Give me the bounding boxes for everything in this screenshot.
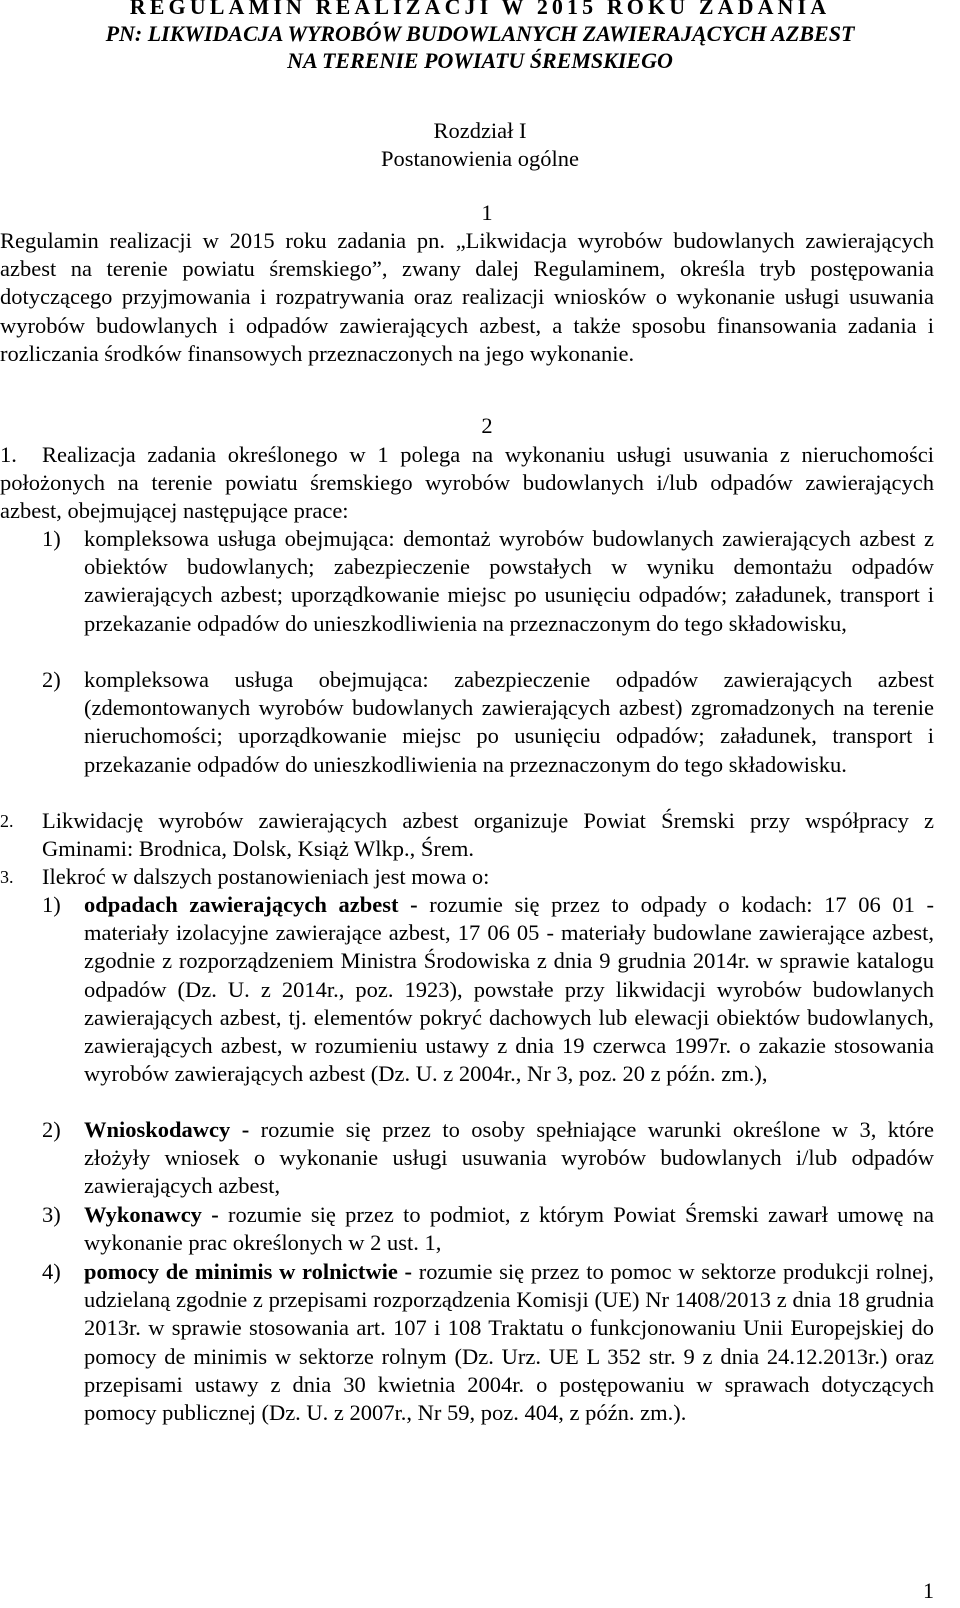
definition-body	[84, 1201, 934, 1257]
definition-dash: -	[230, 1117, 261, 1142]
definition-body	[84, 891, 934, 1088]
section-1-paragraph: Regulamin realizacji w 2015 roku zadania pn. „Likwidacja wyrobów budowlanych zawierających azbest na terenie powiatu śremskiego”, zwany dalej Regulaminem, określa tryb postępowania dotyczącego przyjmowania i rozpatrywania oraz realizacji wniosków o wykonanie usługi usuwania wyrobów budowlanych i odpadów zawierających azbest, a także sposobu finansowania zadania i rozliczania środków finansowych przeznaczonych na jego wykonanie.	[0, 228, 934, 366]
section-2-number: 2	[481, 413, 493, 438]
item-text: Realizacja zadania określonego w 1 polega na wykonaniu usługi usuwania z nieruchomości położonych na terenie powiatu śremskiego wyrobów budowlanych i/lub odpadów zawierających azbest, obejmującej następujące prace:	[0, 442, 934, 524]
document-title-line-1: REGULAMIN REALIZACJI W 2015 ROKU ZADANIA	[129, 0, 831, 19]
section-2-item-1-subitem-2	[42, 666, 934, 779]
chapter-number: Rozdział I	[433, 118, 527, 143]
definition-3	[42, 1201, 934, 1257]
definition-body	[84, 1258, 934, 1427]
definition-dash: -	[397, 1259, 419, 1284]
definition-text: rozumie się przez to odpady o kodach: 17 06 01 - materiały izolacyjne zawierające azbest, 17 06 05 - materiały budowlane zawierające azbest, zgodnie z rozporządzeniem Ministra Środowiska z dnia 9 grudnia 2014r. w sprawie katalogu odpadów (Dz. U. z 2014r., poz. 1923), powstałe przy likwidacji wyrobów budowlanych zawierających azbest, tj. elementów pokryć dachowych lub elewacji obiektów budowlanych, zawierających azbest, w rozumieniu ustawy z dnia 19 czerwca 1997r. o zakazie stosowania wyrobów zawierających azbest (Dz. U. z 2004r., Nr 3, poz. 20 z późn. zm.),	[84, 892, 934, 1087]
subitem-text: kompleksowa usługa obejmująca: demontaż wyrobów budowlanych zawierających azbest z obiektów budowlanych; zabezpieczenie powstałych w wyniku demontażu odpadów zawierających azbest; uporządkowanie miejsc po usunięciu odpadów; załadunek, transport i przekazanie odpadów do unieszkodliwienia na przeznaczonym do tego składowisku,	[84, 526, 934, 636]
definition-term: Wykonawcy	[84, 1202, 202, 1227]
definition-term: Wnioskodawcy	[84, 1117, 231, 1142]
definition-body	[84, 1116, 934, 1201]
item-text: Likwidację wyrobów zawierających azbest organizuje Powiat Śremski przy współpracy z Gminami: Brodnica, Dolsk, Książ Wlkp., Śrem.	[42, 808, 934, 862]
definition-2	[42, 1116, 934, 1201]
section-2-item-2	[0, 807, 934, 863]
subitem-text: kompleksowa usługa obejmująca: zabezpieczenie odpadów zawierających azbest (zdemontowanych wyrobów budowlanych zawierających azbest) zgromadzonych na terenie nieruchomości; uporządkowanie miejsc po usunięciu odpadów; załadunek, transport i przekazanie odpadów do unieszkodliwienia na przeznaczonym do tego składowisku.	[84, 667, 934, 777]
section-1-heading	[0, 199, 960, 227]
definition-term: pomocy de minimis w rolnictwie	[84, 1259, 398, 1284]
document-title-line-2: PN: LIKWIDACJA WYROBÓW BUDOWLANYCH ZAWIERAJĄCYCH AZBEST	[105, 21, 855, 46]
item-number: 3.	[0, 867, 14, 887]
definition-text: rozumie się przez to podmiot, z którym Powiat Śremski zawarł umowę na wykonanie prac określonych w 2 ust. 1,	[84, 1202, 934, 1256]
chapter-title: Postanowienia ogólne	[380, 146, 580, 171]
page-number: 1	[923, 1578, 934, 1603]
subitem-number: 2)	[42, 667, 61, 692]
definition-number: 2)	[42, 1117, 61, 1142]
definition-text: rozumie się przez to osoby spełniające warunki określone w 3, które złożyły wniosek o wykonanie usługi usuwania wyrobów budowlanych i/lub odpadów zawierających azbest,	[84, 1117, 935, 1199]
definition-number: 4)	[42, 1259, 61, 1284]
section-2-item-3	[0, 863, 934, 891]
item-text: Ilekroć w dalszych postanowieniach jest mowa o:	[42, 864, 490, 889]
section-2-heading	[0, 412, 960, 440]
definition-dash: -	[201, 1202, 228, 1227]
definition-1	[42, 891, 934, 1088]
section-1-number: 1	[481, 200, 493, 225]
document-title-line-3: NA TERENIE POWIATU ŚREMSKIEGO	[287, 48, 673, 73]
definition-number: 1)	[42, 892, 61, 917]
section-2-item-1	[0, 441, 934, 526]
definition-4	[42, 1258, 934, 1427]
definition-text: rozumie się przez to pomoc w sektorze produkcji rolnej, udzielaną zgodnie z przepisami rozporządzenia Komisji (UE) Nr 1408/2013 z dnia 18 grudnia 2013r. w sprawie stosowania art. 107 i 108 Traktatu o funkcjonowaniu Unii Europejskiej do pomocy de minimis w sektorze rolnym (Dz. Urz. UE L 352 str. 9 z dnia 24.12.2013r.) oraz przepisami ustawy z dnia 30 kwietnia 2004r. o postępowaniu w sprawach dotyczących pomocy publicznej (Dz. U. z 2007r., Nr 59, poz. 404, z późn. zm.).	[84, 1259, 934, 1426]
section-2-item-1-subitem-1	[42, 525, 934, 638]
item-number: 2.	[0, 811, 14, 831]
item-number: 1.	[0, 442, 17, 467]
definition-dash: -	[398, 892, 430, 917]
definition-term: odpadach zawierających azbest	[84, 892, 399, 917]
subitem-number: 1)	[42, 526, 61, 551]
definition-number: 3)	[42, 1202, 61, 1227]
